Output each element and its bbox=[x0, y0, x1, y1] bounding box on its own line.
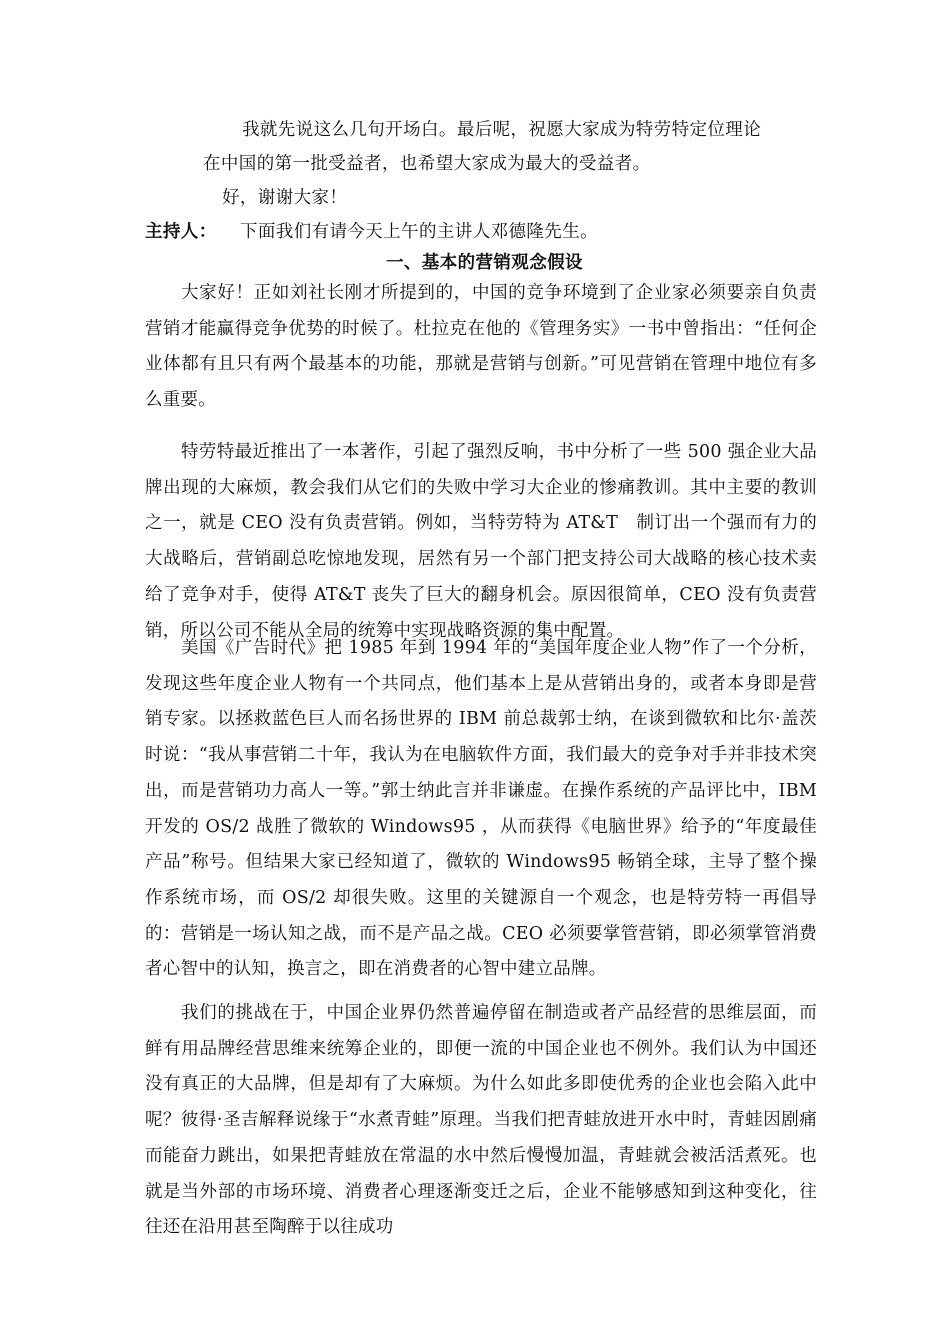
intro-line-1: 我就先说这么几句开场白。最后呢，祝愿大家成为特劳特定位理论 bbox=[242, 120, 762, 140]
intro-line-2: 在中国的第一批受益者，也希望大家成为最大的受益者。 bbox=[203, 154, 651, 174]
host-speaker-label: 主持人： bbox=[145, 222, 217, 242]
paragraph-4: 我们的挑战在于，中国企业界仍然普遍停留在制造或者产品经营的思维层面，而鲜有用品牌经营思维来统筹企业的，即便一流的中国企业也不例外。我们认为中国还没有真正的大品牌，但是却有了大麻烦。为什么如此多即使优秀的企业也会陷入此中呢？彼得·圣吉解释说缘于“水煮青蛙”原理。当我们把青蛙放进开水中时，青蛙因剧痛而能奋力跳出，如果把青蛙放在常温的水中然后慢慢加温，青蛙就会被活活煮死。也就是当外部的市场环境、消费者心理逐渐变迁之后，企业不能够感知到这种变化，往往还在沿用甚至陶醉于以往成功 bbox=[145, 1003, 817, 1238]
intro-line-3: 好，谢谢大家！ bbox=[222, 188, 348, 208]
paragraph-3: 美国《广告时代》把 1985 年到 1994 年的“美国年度企业人物”作了一个分析，发现这些年度企业人物有一个共同点，他们基本上是从营销出身的，或者本身即是营销专家。以拯救蓝色巨人而名扬世界的 IBM 前总裁郭士纳，在谈到微软和比尔·盖茨时说：“我从事营销二十年，我认为在电脑软件方面，我们最大的竞争对手并非技术突出，而是营销功力高人一等。”郭士纳此言并非谦虚。在操作系统的产品评比中，IBM 开发的 OS/2 战胜了微软的 Windows95 ，从而获得《电脑世界》给予的“年度最佳产品”称号。但结果大家已经知道了，微软的 Windows95 畅销全球，主导了整个操作系统市场，而 OS/2 却很失败。这里的关键源自一个观念，也是特劳特一再倡导的：营销是一场认知之战，而不是产品之战。CEO 必须要掌管营销，即必须掌管消费者心智中的认知，换言之，即在消费者的心智中建立品牌。 bbox=[145, 638, 817, 980]
paragraph-2: 特劳特最近推出了一本著作，引起了强烈反响，书中分析了一些 500 强企业大品牌出现的大麻烦，教会我们从它们的失败中学习大企业的惨痛教训。其中主要的教训之一，就是 CEO 没有负责营销。例如，当特劳特为 AT&T 制订出一个强而有力的大战略后，营销副总吃惊地发现，居然有另一个部门把支持公司大战略的核心技术卖给了竞争对手，使得 AT&T 丧失了巨大的翻身机会。原因很简单，CEO 没有负责营销，所以公司不能从全局的统筹中实现战略资源的集中配置。 bbox=[145, 442, 817, 641]
paragraph-1: 大家好！正如刘社长刚才所提到的，中国的竞争环境到了企业家必须要亲自负责营销才能赢得竞争优势的时候了。杜拉克在他的《管理务实》一书中曾指出：“任何企业体都有且只有两个最基本的功能，那就是营销与创新。”可见营销在管理中地位有多么重要。 bbox=[145, 283, 817, 411]
section-heading: 一、基本的营销观念假设 bbox=[386, 253, 583, 273]
host-statement: 下面我们有请今天上午的主讲人邓德隆先生。 bbox=[240, 222, 598, 242]
